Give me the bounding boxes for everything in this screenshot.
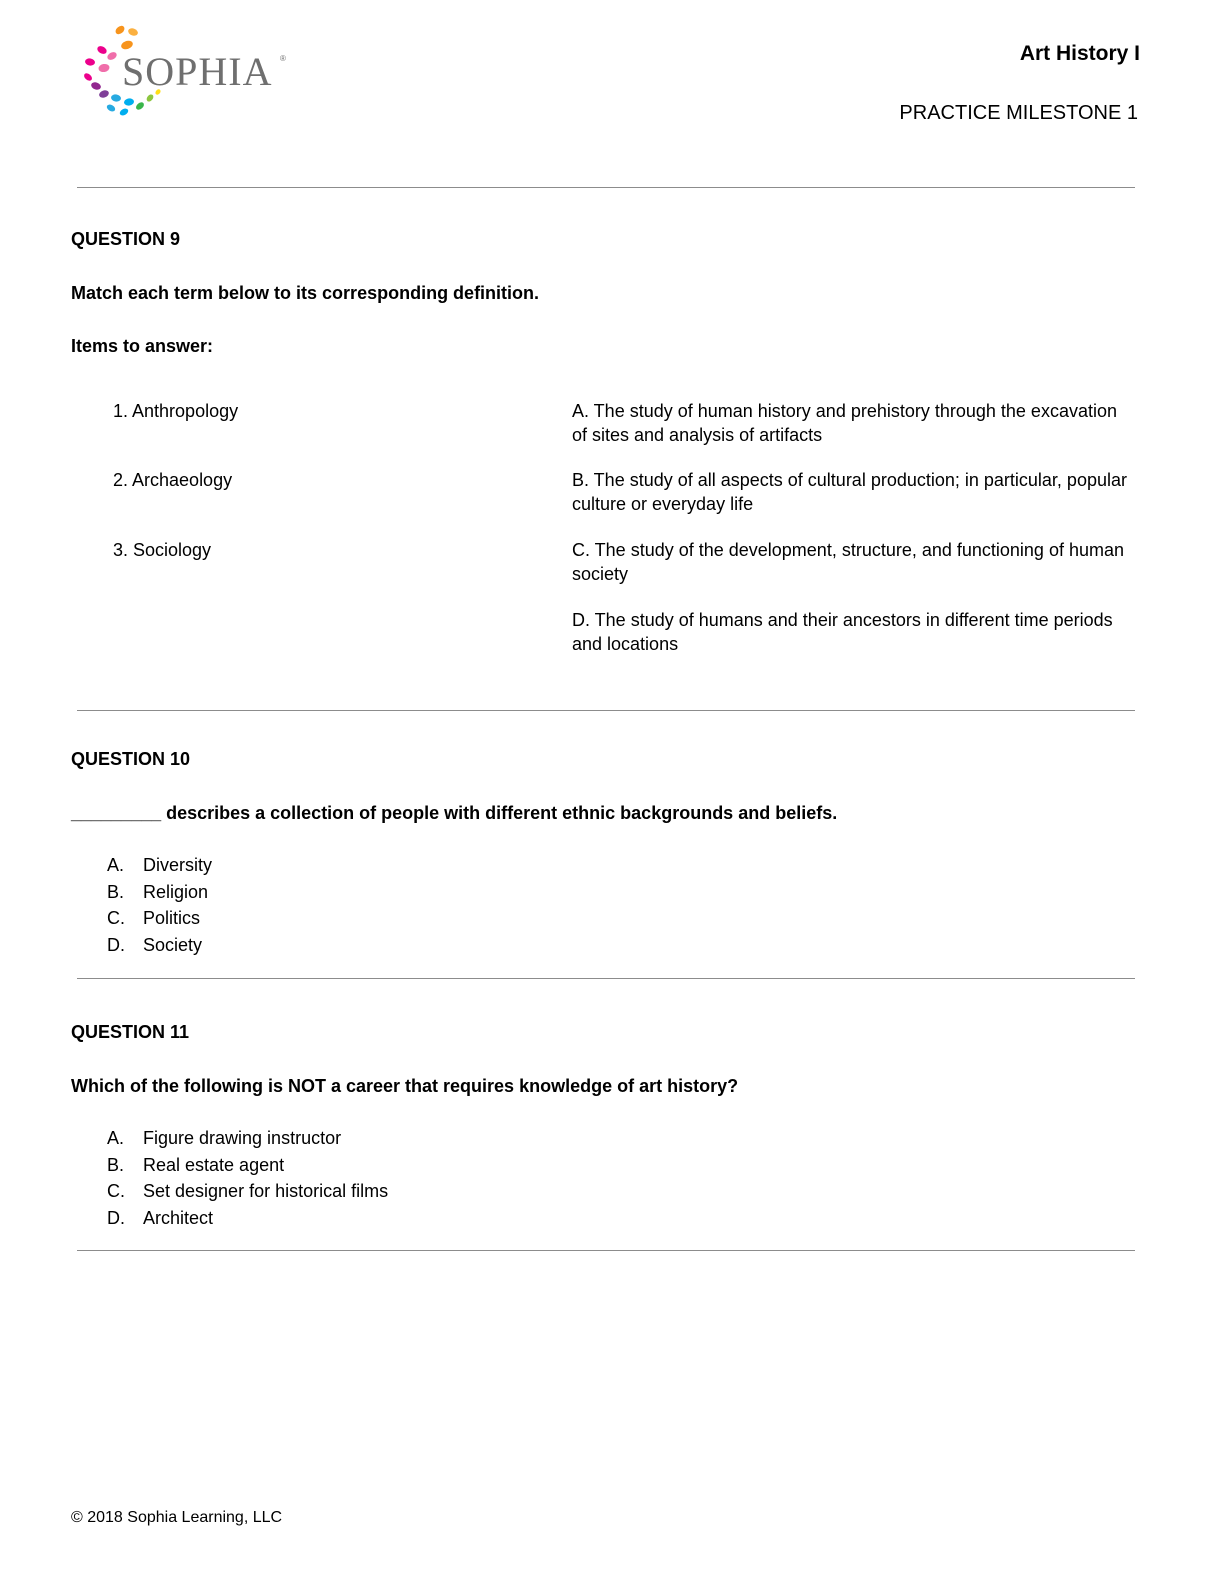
copyright-footer: © 2018 Sophia Learning, LLC	[71, 1509, 283, 1526]
choice-text: Society	[143, 935, 203, 956]
course-title: Art History I	[1019, 42, 1140, 65]
question-11-prompt: Which of the following is NOT a career that requires knowledge of art history?	[71, 1076, 739, 1096]
choice-text: Politics	[143, 908, 201, 929]
choice-text: Real estate agent	[143, 1154, 285, 1175]
question-10-prompt: _________ describes a collection of people with different ethnic backgrounds and beliefs.	[71, 803, 838, 823]
match-definition[interactable]: B. The study of all aspects of cultural production; in particular, popular culture or everyday life	[572, 470, 1127, 514]
choice-letter: C.	[107, 908, 125, 929]
match-definition[interactable]: A. The study of human history and prehistory through the excavation of sites and analysis of artifacts	[572, 401, 1117, 445]
answer-choice[interactable]	[107, 905, 212, 932]
match-definition[interactable]: C. The study of the development, structure, and functioning of human society	[572, 540, 1124, 584]
answer-choice[interactable]	[107, 1205, 388, 1232]
items-to-answer-label: Items to answer:	[71, 336, 214, 356]
question-9-heading: QUESTION 9	[71, 229, 181, 249]
divider	[77, 710, 1135, 711]
question-10-heading: QUESTION 10	[71, 749, 191, 769]
divider	[77, 187, 1135, 188]
answer-choice[interactable]	[107, 932, 212, 959]
registered-mark: ®	[280, 54, 286, 63]
choice-letter: D.	[107, 935, 125, 956]
choice-text: Diversity	[143, 855, 213, 875]
divider	[77, 1250, 1135, 1251]
question-10-choices	[107, 852, 212, 959]
question-11-choices	[107, 1125, 388, 1232]
match-definition[interactable]: D. The study of humans and their ancestors in different time periods and locations	[572, 610, 1113, 654]
choice-letter: B.	[107, 1154, 125, 1175]
question-11-heading: QUESTION 11	[71, 1022, 190, 1042]
choice-text: Architect	[143, 1208, 214, 1229]
choice-letter: A.	[107, 855, 125, 875]
answer-choice[interactable]	[107, 1125, 388, 1152]
match-term[interactable]: 3. Sociology	[113, 540, 212, 560]
match-term[interactable]: 1. Anthropology	[113, 401, 239, 421]
choice-letter: D.	[107, 1208, 125, 1229]
answer-choice[interactable]	[107, 879, 212, 906]
choice-letter: B.	[107, 881, 125, 902]
milestone-title: PRACTICE MILESTONE 1	[899, 102, 1138, 124]
choice-text: Religion	[143, 881, 209, 902]
choice-text: Set designer for historical films	[143, 1181, 389, 1202]
divider	[77, 978, 1135, 979]
answer-choice[interactable]	[107, 852, 212, 879]
answer-choice[interactable]	[107, 1178, 388, 1205]
sophia-logo	[80, 22, 300, 122]
choice-text: Figure drawing instructor	[143, 1128, 342, 1148]
choice-letter: A.	[107, 1128, 125, 1148]
answer-choice[interactable]	[107, 1152, 388, 1179]
question-9-prompt: Match each term below to its corresponding definition.	[71, 283, 540, 303]
match-term[interactable]: 2. Archaeology	[113, 470, 233, 490]
sophia-wordmark: SOPHIA	[122, 49, 273, 94]
choice-letter: C.	[107, 1181, 125, 1202]
